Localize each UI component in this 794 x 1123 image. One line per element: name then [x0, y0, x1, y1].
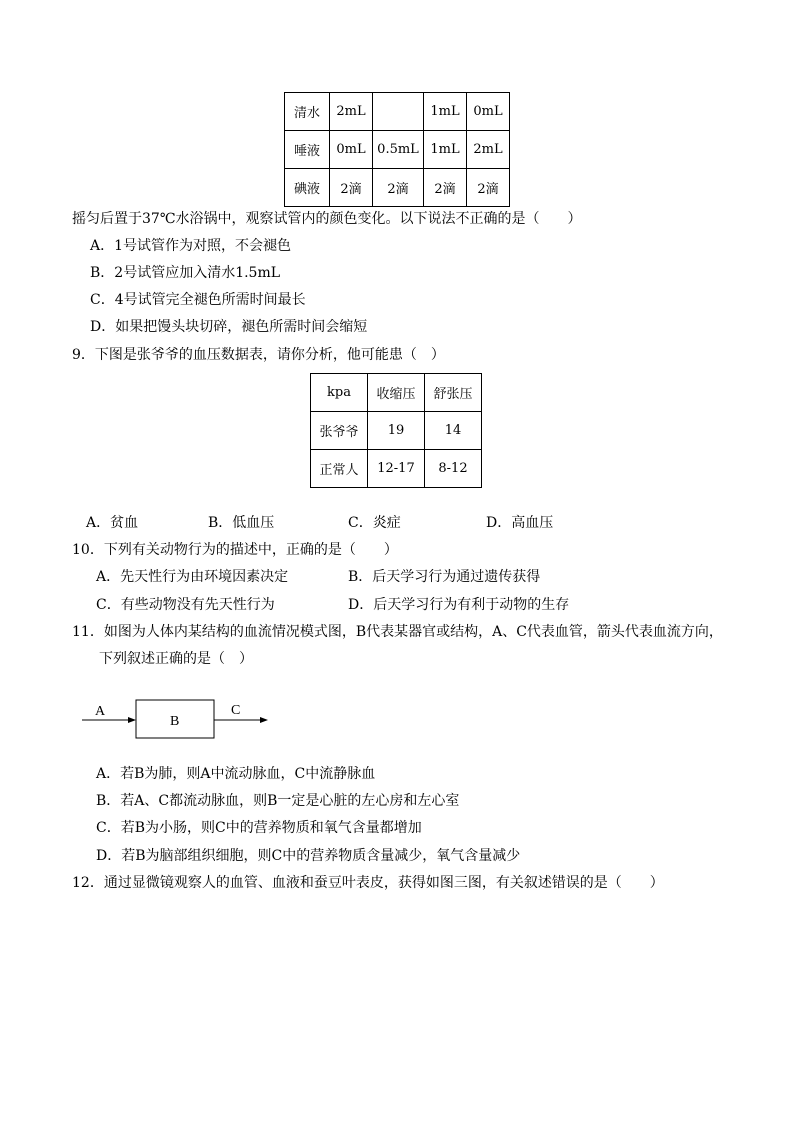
- table-cell: 2mL: [467, 131, 510, 169]
- table-cell: 碘液: [285, 169, 330, 207]
- vessel-c-label: C: [231, 703, 241, 718]
- table-cell: 0mL: [330, 131, 373, 169]
- question-8-option-c: C．4号试管完全褪色所需时间最长: [90, 292, 306, 308]
- table-cell: 2滴: [424, 169, 467, 207]
- table-cell: 2滴: [330, 169, 373, 207]
- table-cell: 唾液: [285, 131, 330, 169]
- table-cell: 19: [368, 412, 425, 450]
- table-cell: 2滴: [467, 169, 510, 207]
- question-9-stem: 9．下图是张爷爷的血压数据表，请你分析，他可能患（ ）: [72, 347, 445, 363]
- question-10-option-c: C．有些动物没有先天性行为: [96, 597, 275, 613]
- table-cell: 2mL: [330, 93, 373, 131]
- table-header-cell: kpa: [311, 374, 368, 412]
- question-8-option-a: A．1号试管作为对照，不会褪色: [90, 238, 292, 254]
- question-10-option-d: D．后天学习行为有利于动物的生存: [348, 597, 570, 613]
- table-header-cell: 收缩压: [368, 374, 425, 412]
- question-9-option-b: B．低血压: [208, 515, 275, 531]
- question-11-option-b: B．若A、C都流动脉血，则B一定是心脏的左心房和左心室: [96, 793, 460, 809]
- question-12-stem: 12．通过显微镜观察人的血管、血液和蚕豆叶表皮，获得如图三图，有关叙述错误的是（ ）: [72, 875, 664, 891]
- question-11-option-a: A．若B为肺，则A中流动脉血，C中流静脉血: [96, 766, 376, 782]
- table-cell: 0.5mL: [373, 131, 424, 169]
- blood-pressure-table: [310, 373, 482, 488]
- vessel-a-label: A: [95, 704, 106, 719]
- table-cell: 0mL: [467, 93, 510, 131]
- table-cell: 14: [425, 412, 482, 450]
- table-cell: 张爷爷: [311, 412, 368, 450]
- table-row: [285, 169, 510, 207]
- question-8-option-b: B．2号试管应加入清水1.5mL: [90, 265, 281, 281]
- table-cell: 2滴: [373, 169, 424, 207]
- table-row: [311, 450, 482, 488]
- question-10-option-a: A．先天性行为由环境因素决定: [96, 569, 289, 585]
- question-11-option-c: C．若B为小肠，则C中的营养物质和氧气含量都增加: [96, 820, 422, 836]
- question-10-stem: 10．下列有关动物行为的描述中，正确的是（ ）: [72, 542, 398, 558]
- table-row: [311, 412, 482, 450]
- question-11-stem-continued: 下列叙述正确的是（ ）: [99, 651, 253, 667]
- question-9-option-d: D．高血压: [486, 515, 554, 531]
- organ-b-label: B: [170, 714, 180, 729]
- question-9-option-a: A．贫血: [86, 515, 139, 531]
- blood-flow-diagram: [80, 694, 280, 748]
- table-cell: 1mL: [424, 93, 467, 131]
- question-10-option-b: B．后天学习行为通过遗传获得: [348, 569, 541, 585]
- table-row: [285, 131, 510, 169]
- blood-flow-diagram-svg: [80, 694, 280, 744]
- question-11-option-d: D．若B为脑部组织细胞，则C中的营养物质含量减少，氧气含量减少: [96, 848, 521, 864]
- question-11-stem: 11．如图为人体内某结构的血流情况模式图，B代表某器官或结构，A、C代表血管，箭头代表血流方向，: [72, 624, 723, 640]
- question-8-stem: 摇匀后置于37℃水浴锅中，观察试管内的颜色变化。以下说法不正确的是（ ）: [72, 211, 582, 227]
- table-cell: 清水: [285, 93, 330, 131]
- question-8-option-d: D．如果把馒头块切碎，褪色所需时间会缩短: [90, 319, 368, 335]
- table-cell: 正常人: [311, 450, 368, 488]
- table-cell: 12-17: [368, 450, 425, 488]
- inflow-arrow-icon: [128, 717, 136, 723]
- table-row: [285, 93, 510, 131]
- table-cell: [373, 93, 424, 131]
- question-9-option-c: C．炎症: [348, 515, 401, 531]
- table-cell: 1mL: [424, 131, 467, 169]
- test-tube-table: [284, 92, 510, 207]
- table-header-cell: 舒张压: [425, 374, 482, 412]
- outflow-arrow-icon: [260, 717, 268, 723]
- table-row: [311, 374, 482, 412]
- table-cell: 8-12: [425, 450, 482, 488]
